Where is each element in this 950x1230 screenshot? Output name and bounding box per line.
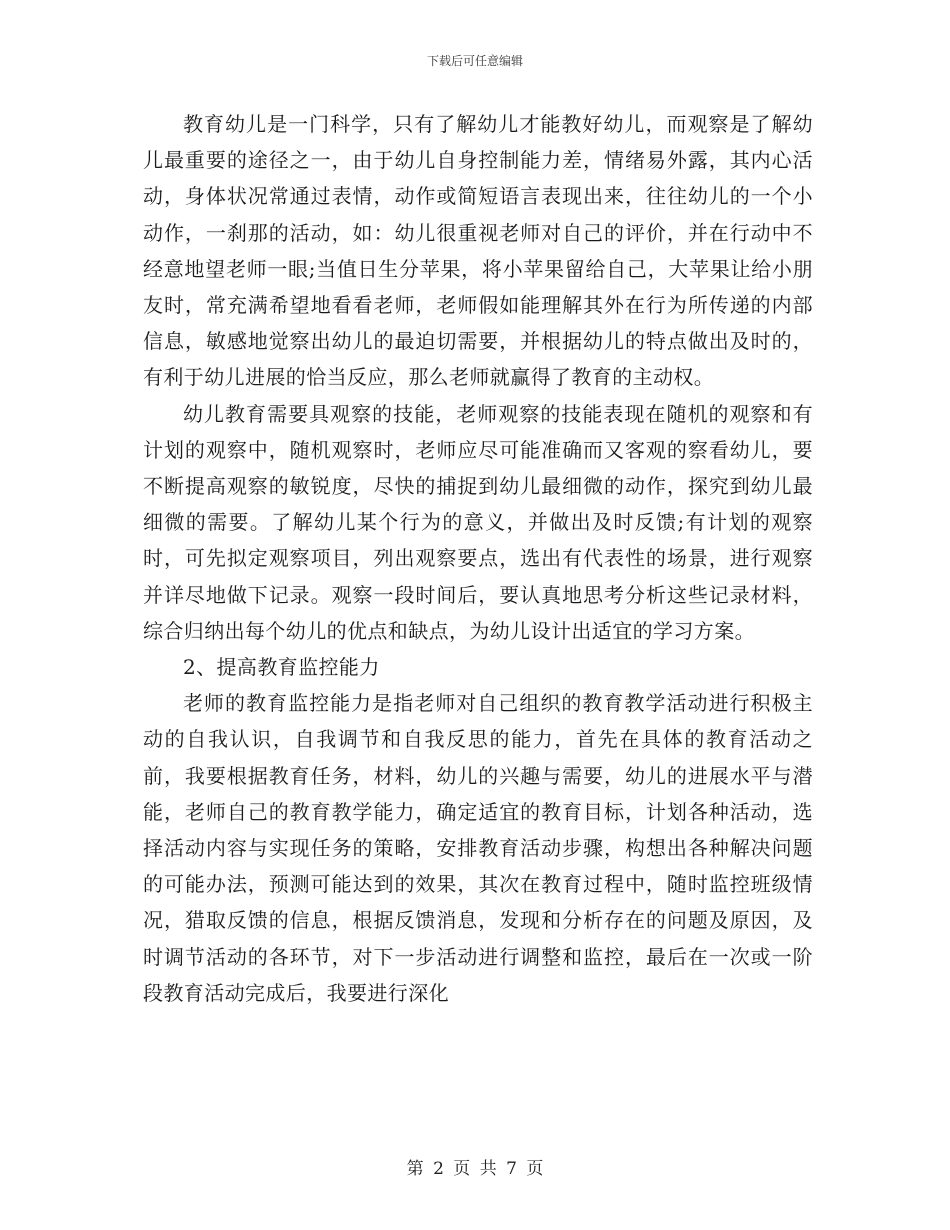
paragraph-observation-skills: 幼儿教育需要具观察的技能，老师观察的技能表现在随机的观察和有计划的观察中，随机观察时，老师应尽可能准确而又客观的察看幼儿，要不断提高观察的敏锐度，尽快的捕捉到幼儿最细微的动作，探究到幼儿最细微的需要。了解幼儿某个行为的意义，并做出及时反馈;有计划的观察时，可先拟定观察项目，列出观察要点，选出有代表性的场景，进行观察并详尽地做下记录。观察一段时间后，要认真地思考分析这些记录材料，综合归纳出每个幼儿的优点和缺点，为幼儿设计出适宜的学习方案。 [143,401,813,643]
paragraph-observation-importance: 教育幼儿是一门科学，只有了解幼儿才能教好幼儿，而观察是了解幼儿最重要的途径之一，由于幼儿自身控制能力差，情绪易外露，其内心活动，身体状况常通过表情，动作或简短语言表现出来，往往幼儿的一个小动作，一刹那的活动，如：幼儿很重视老师对自己的评价，并在行动中不经意地望老师一眼;当值日生分苹果，将小苹果留给自己，大苹果让给小朋友时，常充满希望地看看老师，老师假如能理解其外在行为所传递的内部信息，敏感地觉察出幼儿的最迫切需要，并根据幼儿的特点做出及时的，有利于幼儿进展的恰当反应，那么老师就赢得了教育的主动权。 [143,112,813,390]
page-footer: 第 2 页 共 7 页 [406,1159,544,1179]
paragraph-monitoring-ability: 老师的教育监控能力是指老师对自己组织的教育教学活动进行积极主动的自我认识，自我调节和自我反思的能力，首先在具体的教育活动之前，我要根据教育任务，材料，幼儿的兴趣与需要，幼儿的进展水平与潜能，老师自己的教育教学能力，确定适宜的教育目标，计划各种活动，选择活动内容与实现任务的策略，安排教育活动步骤，构想出各种解决问题的可能办法，预测可能达到的效果，其次在教育过程中，随时监控班级情况，猎取反馈的信息，根据反馈消息，发现和分析存在的问题及原因，及时调节活动的各环节，对下一步活动进行调整和监控，最后在一次或一阶段教育活动完成后，我要进行深化 [143,691,813,1005]
header-note: 下载后可任意编辑 [426,54,523,68]
document-body [143,106,813,1011]
section-heading-monitoring: 2、提高教育监控能力 [183,655,380,680]
